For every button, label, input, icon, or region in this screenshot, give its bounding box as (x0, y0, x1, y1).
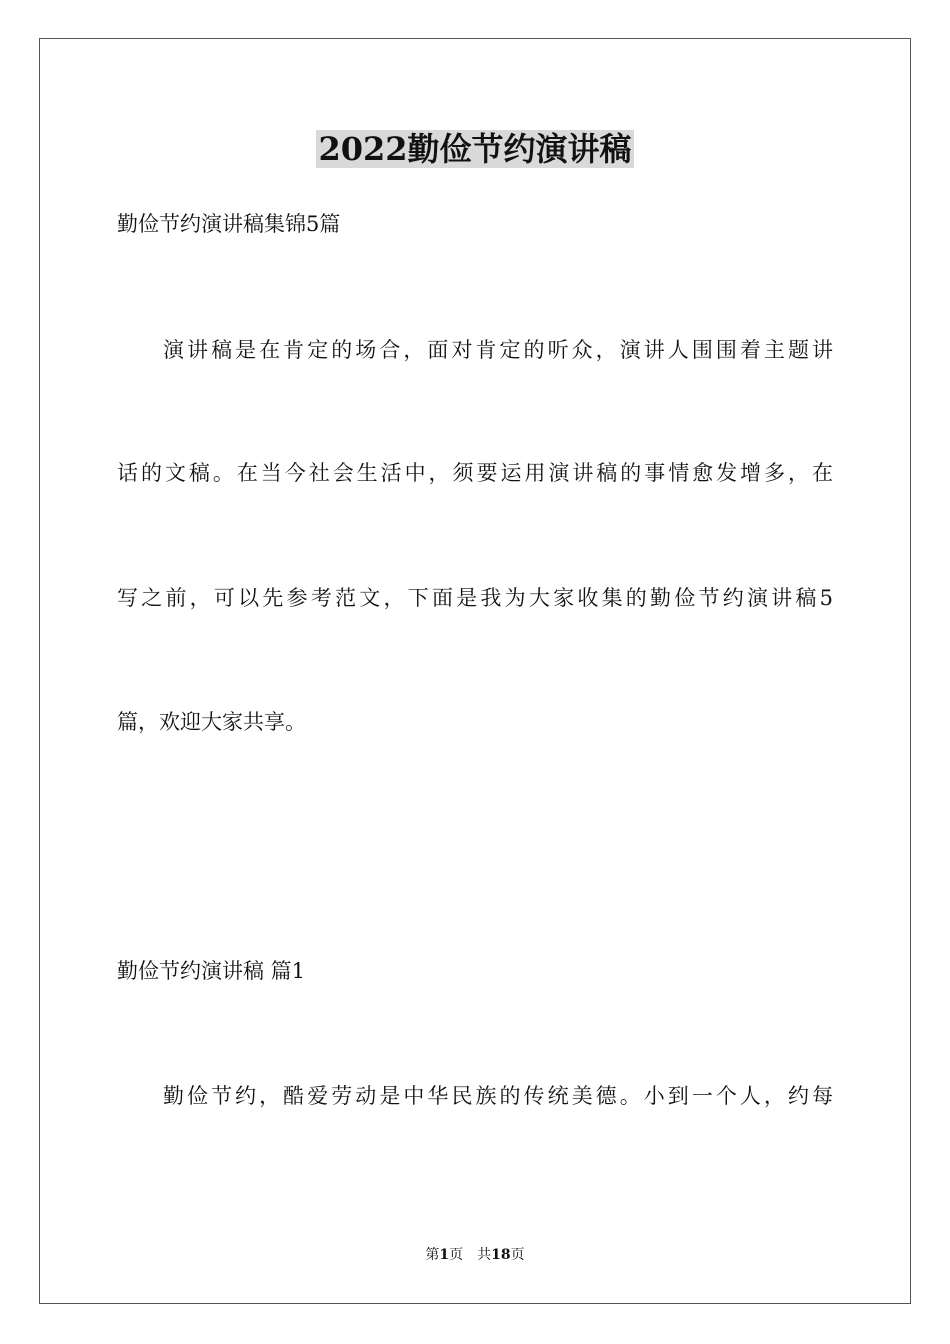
footer-page-prefix: 第 (425, 1247, 440, 1263)
page-footer (0, 1245, 950, 1265)
intro-line-2: 话的文稿。在当今社会生活中，须要运用演讲稿的事情愈发增多，在 (117, 461, 833, 485)
document-subtitle: 勤俭节约演讲稿集锦5篇 (117, 212, 341, 236)
intro-line-3: 写之前，可以先参考范文，下面是我为大家收集的勤俭节约演讲稿5 (117, 586, 833, 610)
section-line-1: 勤俭节约，酷爱劳动是中华民族的传统美德。小到一个人，约每 (163, 1084, 833, 1108)
intro-line-1: 演讲稿是在肯定的场合，面对肯定的听众，演讲人围围着主题讲 (163, 338, 833, 362)
footer-total-prefix: 共 (477, 1247, 492, 1263)
footer-page-current: 1 (439, 1247, 450, 1263)
footer-total-suffix: 页 (510, 1247, 525, 1263)
title-text: 2022勤俭节约演讲稿 (318, 130, 632, 168)
footer-page-total: 18 (491, 1247, 511, 1263)
section-heading: 勤俭节约演讲稿 篇1 (117, 959, 306, 983)
footer-page-suffix: 页 (449, 1247, 464, 1263)
document-title (0, 127, 950, 171)
intro-line-4: 篇，欢迎大家共享。 (117, 710, 306, 734)
